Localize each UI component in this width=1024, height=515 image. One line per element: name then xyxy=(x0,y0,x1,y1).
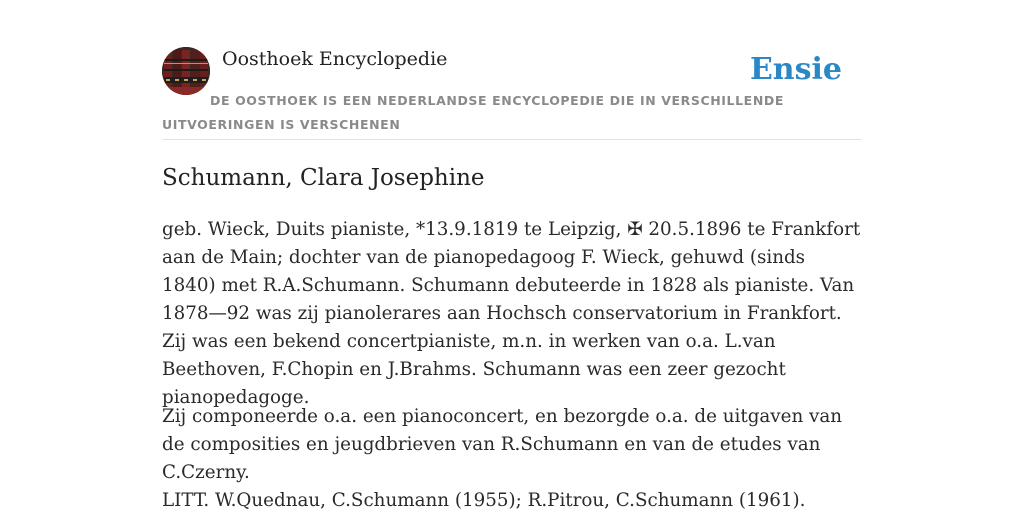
book-spines-icon[interactable] xyxy=(162,47,210,95)
source-title[interactable]: Oosthoek Encyclopedie xyxy=(222,48,448,70)
source-tagline: DE OOSTHOEK IS EEN NEDERLANDSE ENCYCLOPEDIE DIE IN VERSCHILLENDE UITVOERINGEN IS VERSCHENEN xyxy=(162,93,784,132)
literature-references: LITT. W.Quednau, C.Schumann (1955); R.Pitrou, C.Schumann (1961). xyxy=(162,490,806,511)
article-paragraph: geb. Wieck, Duits pianiste, *13.9.1819 te Leipzig, ✠ 20.5.1896 te Frankfort aan de Main; dochter van de pianopedagoog F. Wieck, gehuwd (sinds 1840) met R.A.Schumann. Schumann debuteerde in 1828 als pianiste. Van 1878—92 was zij pianolerares aan Hochsch conservatorium in Frankfort. Zij was een bekend concertpianiste, m.n. in werken van o.a. L.van Beethoven, F.Chopin en J.Brahms. Schumann was een zeer gezocht pianopedagoge. xyxy=(162,219,861,408)
article-title: Schumann, Clara Josephine xyxy=(162,165,485,191)
article-paragraph: Zij componeerde o.a. een pianoconcert, en bezorgde o.a. de uitgaven van de composities en jeugdbrieven van R.Schumann en van de etudes van C.Czerny. xyxy=(162,406,843,483)
header xyxy=(162,0,862,140)
brand-logo[interactable]: Ensie xyxy=(749,52,842,87)
page-container xyxy=(162,0,862,511)
